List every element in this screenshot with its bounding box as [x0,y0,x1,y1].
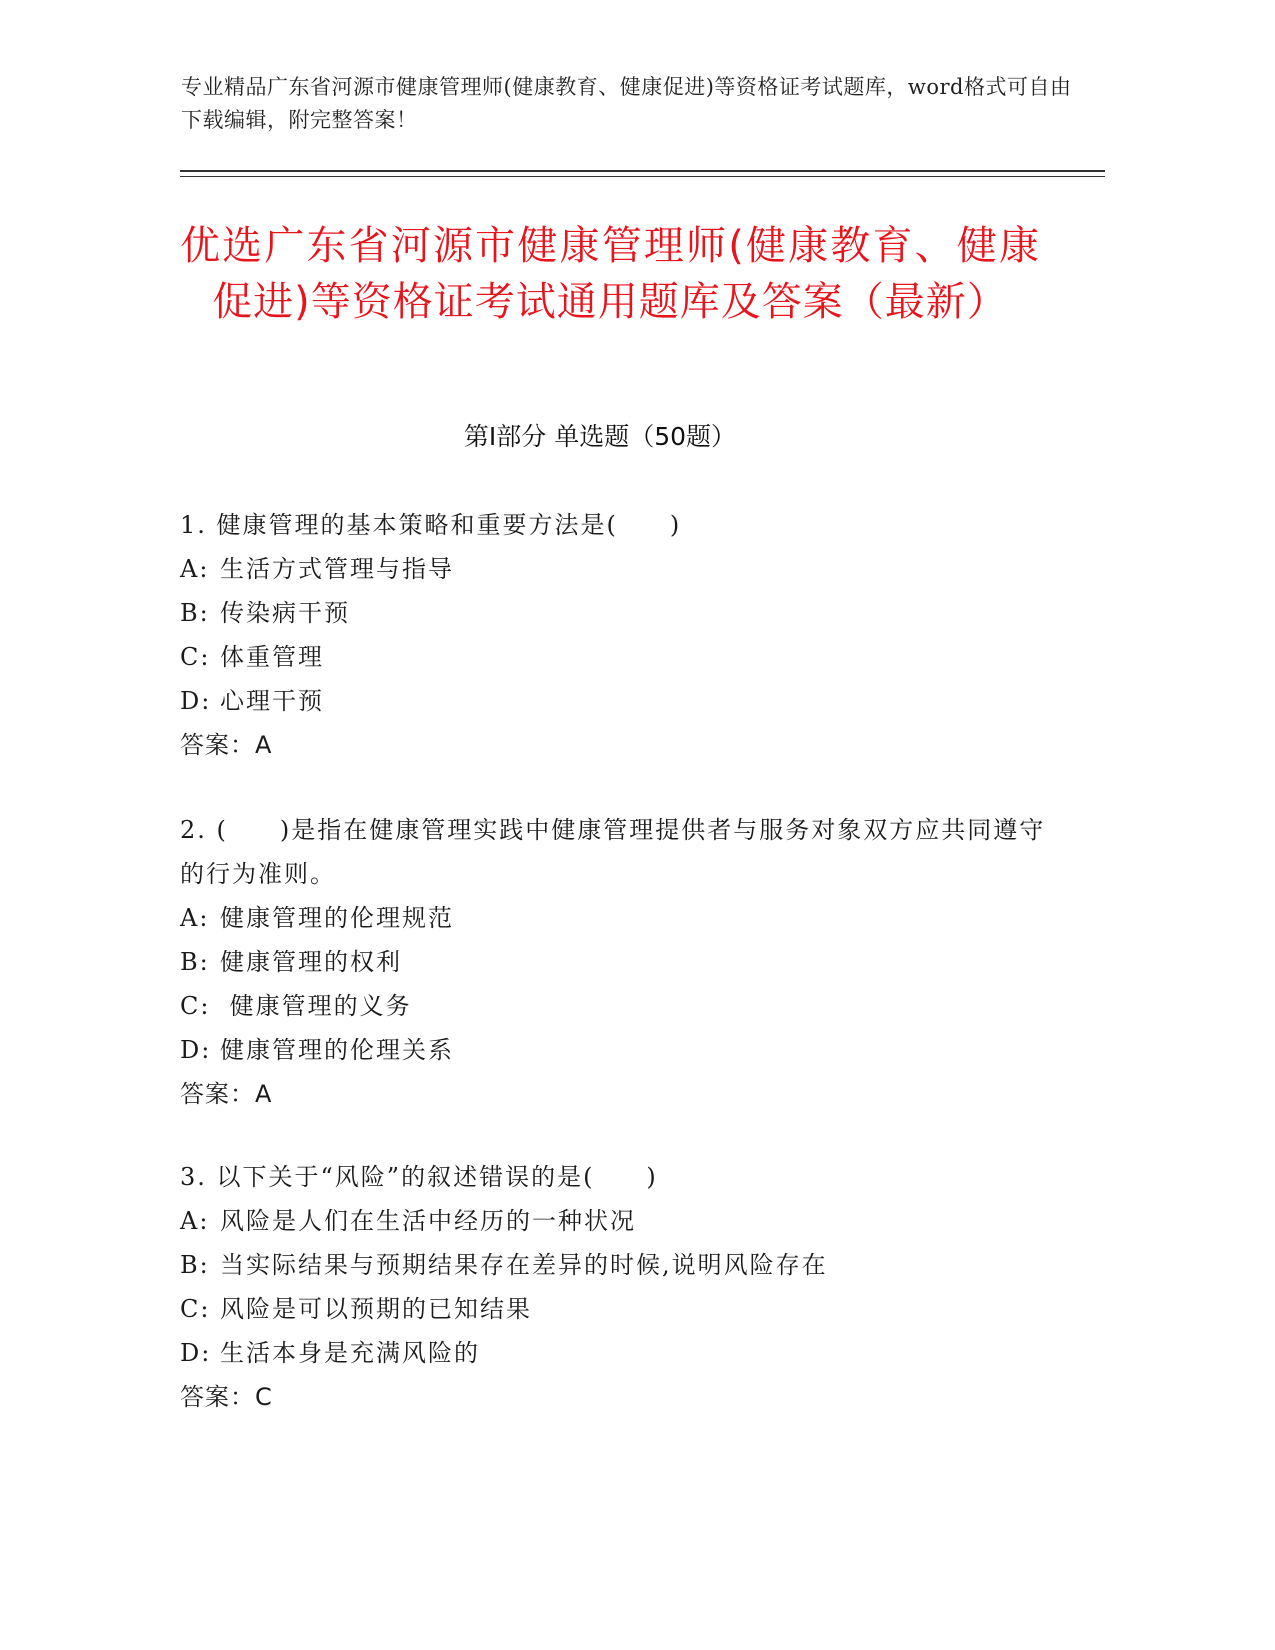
option-d [180,679,1060,723]
option-b [180,940,1060,984]
option-a [180,547,1060,591]
option-key: B: [180,1251,210,1279]
option-key: A: [180,1207,210,1235]
option-text: 健康管理的权利 [220,948,402,976]
option-key: C: [180,992,211,1020]
option-d [180,1028,1060,1072]
option-key: B: [180,599,210,627]
document-title: 优选广东省河源市健康管理师(健康教育、健康促进)等资格证考试通用题库及答案（最新） [180,223,1040,325]
question-3 [180,1155,1060,1419]
option-c [180,1287,1060,1331]
option-text: 健康管理的伦理关系 [220,1036,454,1064]
option-key: C: [180,643,211,671]
option-key: C: [180,1295,211,1323]
answer: 答案：A [180,1080,273,1108]
option-a [180,1199,1060,1243]
question-stem: 1. 健康管理的基本策略和重要方法是( ) [180,511,682,539]
section-title: 第Ⅰ部分 单选题（50题） [463,422,737,451]
option-text: 心理干预 [220,687,324,715]
option-c [180,984,1060,1028]
option-key: D: [180,1036,212,1064]
option-key: B: [180,948,210,976]
option-text: 健康管理的伦理规范 [220,904,454,932]
question-1 [180,503,1060,767]
option-a [180,896,1060,940]
option-c [180,635,1060,679]
option-key: A: [180,904,210,932]
answer: 答案：C [180,1383,273,1411]
option-key: A: [180,555,210,583]
option-text: 生活方式管理与指导 [220,555,454,583]
option-text: 风险是可以预期的已知结果 [220,1295,532,1323]
question-stem: 3. 以下关于“风险”的叙述错误的是( ) [180,1163,658,1191]
option-text: 风险是人们在生活中经历的一种状况 [220,1207,636,1235]
question-stem: 2. ( )是指在健康管理实践中健康管理提供者与服务对象双方应共同遵守的行为准则。 [180,816,1046,888]
header-rule-thin [180,176,1105,177]
option-key: D: [180,1339,212,1367]
option-text: 健康管理的义务 [220,992,412,1020]
option-text: 传染病干预 [220,599,350,627]
option-key: D: [180,687,212,715]
option-text: 当实际结果与预期结果存在差异的时候,说明风险存在 [220,1251,828,1279]
option-b [180,1243,1060,1287]
question-2 [180,808,1060,1116]
answer: 答案：A [180,731,273,759]
option-b [180,591,1060,635]
option-text: 体重管理 [220,643,324,671]
option-d [180,1331,1060,1375]
header-rule-thick [180,170,1105,172]
option-text: 生活本身是充满风险的 [220,1339,480,1367]
header-note: 专业精品广东省河源市健康管理师(健康教育、健康促进)等资格证考试题库，word格式可自由下载编辑，附完整答案！ [181,75,1072,132]
